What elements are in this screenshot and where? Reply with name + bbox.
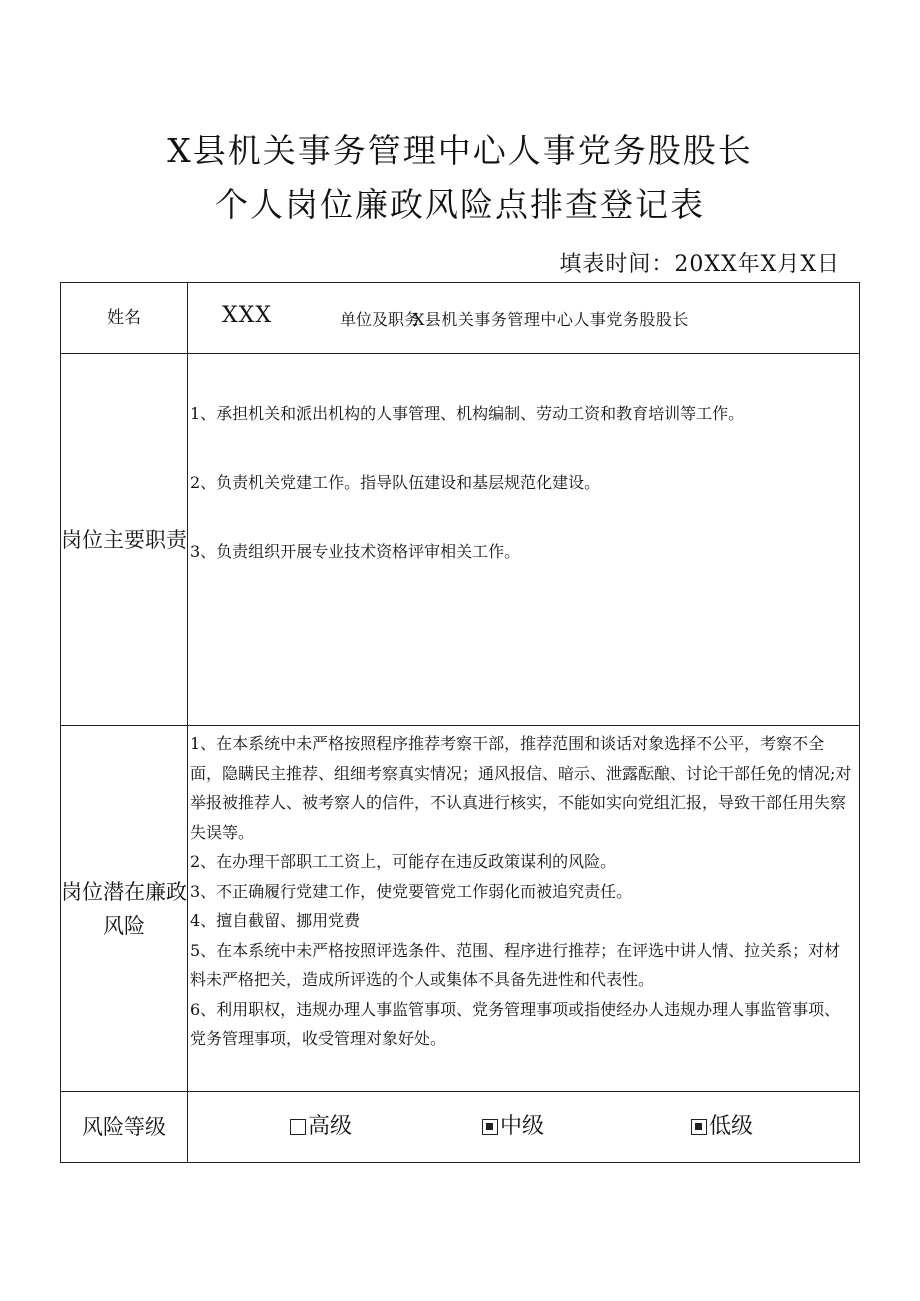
duty-item: 2、负责机关党建工作。指导队伍建设和基层规范化建设。 (190, 473, 601, 492)
risk-item: 5、在本系统中未严格按照评选条件、范围、程序进行推荐；在评选中讲人情、拉关系；对材料未严格把关，造成所评选的个人或集体不具备先进性和代表性。 (190, 940, 841, 989)
level-option-low[interactable] (691, 1116, 753, 1138)
level-option-high[interactable] (290, 1116, 352, 1138)
low-checkbox[interactable] (691, 1119, 707, 1135)
title-line-2: 个人岗位廉政风险点排查登记表 (215, 185, 705, 224)
risk-item: 3、不正确履行党建工作，使党要管党工作弱化而被追究责任。 (190, 881, 633, 901)
mid-checkbox[interactable] (482, 1119, 498, 1135)
name-value: XXX (222, 303, 272, 328)
risks-cell (188, 726, 860, 1092)
risks-row (61, 726, 860, 1092)
level-option-mid[interactable] (482, 1116, 544, 1138)
duties-cell (188, 354, 860, 726)
risk-item: 1、在本系统中未严格按照程序推荐考察干部，推荐范围和谈话对象选择不公平，考察不全面，隐瞒民主推荐、组细考察真实情况；通风报信、暗示、泄露酝酿、讨论干部任免的情况;对举报被推荐人、被考察人的信件，不认真进行核实，不能如实向党组汇报，导致干部任用失察失误等。 (190, 734, 852, 842)
level-row (61, 1092, 860, 1163)
fill-date: 填表时间：20XX年X月X日 (559, 252, 840, 277)
level-label: 风险等级 (61, 1092, 188, 1163)
unit-value: X县机关事务管理中心人事党务股股长 (413, 310, 689, 329)
low-label: 低级 (709, 1114, 754, 1139)
risk-item: 2、在办理干部职工工资上，可能存在违反政策谋利的风险。 (190, 852, 617, 871)
level-options-cell (188, 1092, 860, 1163)
unit-label: 单位及职务 (340, 310, 421, 329)
name-row (61, 283, 860, 354)
name-unit-cell (188, 283, 860, 354)
risks-label: 岗位潜在廉政风险 (61, 726, 188, 1092)
mid-label: 中级 (500, 1114, 545, 1139)
risk-item: 6、利用职权，违规办理人事监管事项、党务管理事项或指使经办人违规办理人事监管事项、党务管理事项，收受管理对象好处。 (190, 999, 841, 1048)
registration-table (60, 282, 860, 1163)
duty-item: 1、承担机关和派出机构的人事管理、机构编制、劳动工资和教育培训等工作。 (190, 404, 745, 423)
high-checkbox[interactable] (290, 1119, 306, 1135)
duties-label: 岗位主要职责 (61, 354, 188, 726)
name-label: 姓名 (61, 283, 188, 354)
duties-row (61, 354, 860, 726)
duty-item: 3、负责组织开展专业技术资格评审相关工作。 (190, 542, 521, 561)
high-label: 高级 (308, 1114, 353, 1139)
title-line-1: X县机关事务管理中心人事党务股股长 (167, 131, 753, 170)
risk-item: 4、擅自截留、挪用党费 (190, 911, 361, 930)
